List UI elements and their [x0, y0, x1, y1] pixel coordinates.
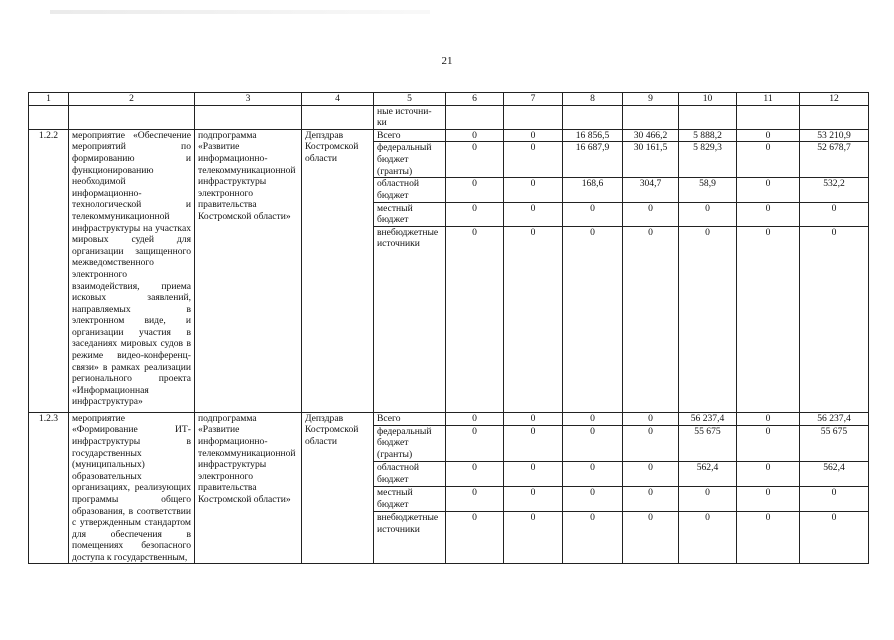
subprogram: подпрограмма «Развитие информационно-телекоммуникационной инфраструктуры электронного правительства Костромской области» — [195, 129, 302, 412]
amount-cell: 0 — [504, 487, 563, 512]
scan-artifact — [50, 10, 430, 14]
funding-source: Всего — [374, 412, 446, 425]
amount-cell: 0 — [563, 487, 623, 512]
amount-cell: 55 675 — [679, 425, 737, 462]
column-number: 9 — [623, 93, 679, 106]
amount-cell: 0 — [446, 512, 504, 564]
amount-cell: 0 — [563, 425, 623, 462]
amount-cell: 0 — [800, 226, 869, 412]
column-number: 5 — [374, 93, 446, 106]
amount-cell: 0 — [737, 462, 800, 487]
amount-cell: 0 — [623, 487, 679, 512]
column-number: 12 — [800, 93, 869, 106]
amount-cell: 0 — [446, 487, 504, 512]
amount-cell: 0 — [446, 462, 504, 487]
amount-cell: 56 237,4 — [800, 412, 869, 425]
amount-cell: 0 — [623, 412, 679, 425]
amount-cell: 0 — [504, 512, 563, 564]
amount-cell: 0 — [679, 512, 737, 564]
amount-cell: 0 — [504, 202, 563, 226]
amount-cell: 16 856,5 — [563, 129, 623, 142]
amount-cell: 0 — [679, 226, 737, 412]
amount-cell: 52 678,7 — [800, 142, 869, 178]
amount-cell: 0 — [446, 226, 504, 412]
funding-source: федеральный бюджет (гранты) — [374, 142, 446, 178]
executor: Депздрав Костромской области — [302, 412, 374, 564]
amount-cell: 0 — [800, 512, 869, 564]
budget-table — [28, 92, 869, 564]
subprogram: подпрограмма «Развитие информационно-телекоммуникационной инфраструктуры электронного правительства Костромской области» — [195, 412, 302, 564]
funding-source: федеральный бюджет (гранты) — [374, 425, 446, 462]
column-number: 8 — [563, 93, 623, 106]
column-number: 3 — [195, 93, 302, 106]
amount-cell: 532,2 — [800, 178, 869, 202]
measure-code: 1.2.2 — [29, 129, 69, 412]
amount-cell: 0 — [623, 512, 679, 564]
amount-cell: 53 210,9 — [800, 129, 869, 142]
amount-cell: 0 — [563, 512, 623, 564]
amount-cell: 0 — [737, 129, 800, 142]
measure-code: 1.2.3 — [29, 412, 69, 564]
amount-cell: 0 — [737, 178, 800, 202]
amount-cell: 16 687,9 — [563, 142, 623, 178]
amount-cell: 0 — [679, 202, 737, 226]
measure-description: мероприятие «Обеспечение мероприятий по формированию и функционированию необходимой информационно-технологической и телекоммуникационной инфраструктуры на участках мировых судей для организации защищенного межведомственного электронного взаимодействия, приема исковых заявлений, направляемых в электронном виде, и организации участия в заседаниях мировых судов в режиме видео-конференц-связи» в рамках реализации регионального проекта «Информационная инфраструктура» — [69, 129, 195, 412]
amount-cell: 168,6 — [563, 178, 623, 202]
amount-cell: 0 — [504, 129, 563, 142]
page-number: 21 — [441, 55, 453, 67]
amount-cell: 304,7 — [623, 178, 679, 202]
column-number: 7 — [504, 93, 563, 106]
column-number: 2 — [69, 93, 195, 106]
amount-cell: 0 — [737, 487, 800, 512]
amount-cell: 30 161,5 — [623, 142, 679, 178]
amount-cell: 0 — [737, 202, 800, 226]
amount-cell: 0 — [563, 412, 623, 425]
table-row — [29, 412, 869, 425]
amount-cell: 0 — [446, 425, 504, 462]
funding-source: областной бюджет — [374, 462, 446, 487]
funding-source: внебюджетные источники — [374, 512, 446, 564]
column-number: 4 — [302, 93, 374, 106]
amount-cell: 0 — [504, 412, 563, 425]
amount-cell: 56 237,4 — [679, 412, 737, 425]
funding-source: Всего — [374, 129, 446, 142]
amount-cell: 0 — [737, 412, 800, 425]
amount-cell: 5 829,3 — [679, 142, 737, 178]
amount-cell: 0 — [737, 226, 800, 412]
amount-cell: 0 — [623, 425, 679, 462]
amount-cell: 58,9 — [679, 178, 737, 202]
amount-cell: 0 — [679, 487, 737, 512]
amount-cell: 0 — [737, 142, 800, 178]
column-number: 11 — [737, 93, 800, 106]
amount-cell: 0 — [623, 202, 679, 226]
amount-cell: 0 — [446, 129, 504, 142]
amount-cell: 0 — [737, 512, 800, 564]
amount-cell: 0 — [800, 202, 869, 226]
column-number-row — [29, 93, 869, 106]
amount-cell: 0 — [504, 425, 563, 462]
amount-cell: 0 — [563, 462, 623, 487]
amount-cell: 0 — [563, 202, 623, 226]
column-number: 1 — [29, 93, 69, 106]
amount-cell: 0 — [737, 425, 800, 462]
funding-source: местный бюджет — [374, 487, 446, 512]
amount-cell: 0 — [504, 462, 563, 487]
executor: Депздрав Костромской области — [302, 129, 374, 412]
column-number: 10 — [679, 93, 737, 106]
measure-description: мероприятие «Формирование ИТ-инфраструктуры в государственных (муниципальных) образовательных организациях, реализующих программы общего образования, в соответствии с утвержденным стандартом для обеспечения в помещениях безопасного доступа к государственным, — [69, 412, 195, 564]
amount-cell: 562,4 — [800, 462, 869, 487]
amount-cell: 0 — [446, 412, 504, 425]
amount-cell: 55 675 — [800, 425, 869, 462]
amount-cell: 0 — [623, 462, 679, 487]
amount-cell: 0 — [504, 178, 563, 202]
amount-cell: 562,4 — [679, 462, 737, 487]
funding-source: областной бюджет — [374, 178, 446, 202]
amount-cell: 0 — [446, 142, 504, 178]
amount-cell: 30 466,2 — [623, 129, 679, 142]
funding-source: местный бюджет — [374, 202, 446, 226]
amount-cell: 0 — [563, 226, 623, 412]
funding-source: внебюджетные источники — [374, 226, 446, 412]
amount-cell: 0 — [446, 202, 504, 226]
amount-cell: 0 — [446, 178, 504, 202]
carry-over-row — [29, 105, 869, 129]
amount-cell: 5 888,2 — [679, 129, 737, 142]
amount-cell: 0 — [504, 226, 563, 412]
funding-source: ные источни- ки — [374, 105, 446, 129]
table-row — [29, 129, 869, 142]
amount-cell: 0 — [800, 487, 869, 512]
column-number: 6 — [446, 93, 504, 106]
amount-cell: 0 — [504, 142, 563, 178]
amount-cell: 0 — [623, 226, 679, 412]
